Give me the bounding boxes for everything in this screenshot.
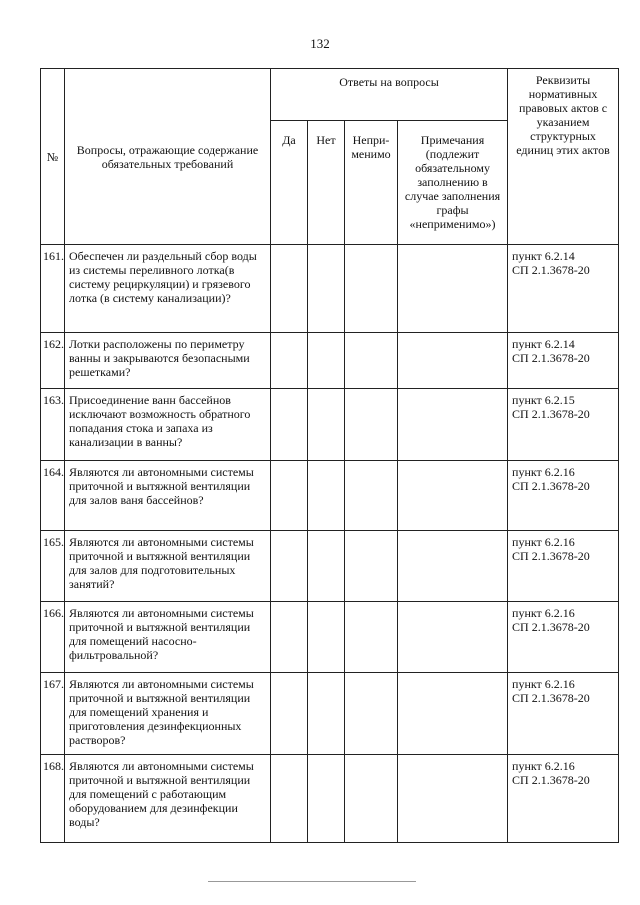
checklist-table <box>40 68 619 843</box>
header-notes: Примечания (подлежит обязательному заполнению в случае заполнения графы «неприменимо») <box>398 121 508 245</box>
requisite-document: СП 2.1.3678-20 <box>512 407 590 421</box>
requisite-clause: пункт 6.2.15 <box>512 393 575 407</box>
table-row <box>41 461 619 531</box>
requisite-clause: пункт 6.2.16 <box>512 535 575 549</box>
answer-no-cell[interactable] <box>308 673 345 755</box>
row-question: Являются ли автономными системы приточной и вытяжной вентиляции для помещений хранения и приготовления дезинфекционных растворов? <box>65 673 271 755</box>
answer-yes-cell[interactable] <box>271 673 308 755</box>
table-row <box>41 755 619 843</box>
page-number: 132 <box>310 36 330 51</box>
answer-not-applicable-cell[interactable] <box>345 755 398 843</box>
row-number: 165. <box>41 531 65 602</box>
row-requisites <box>508 461 619 531</box>
requisite-clause: пункт 6.2.14 <box>512 249 575 263</box>
table-row <box>41 531 619 602</box>
answer-not-applicable-cell[interactable] <box>345 333 398 389</box>
row-number: 163. <box>41 389 65 461</box>
row-number: 167. <box>41 673 65 755</box>
row-number: 162. <box>41 333 65 389</box>
answer-not-applicable-cell[interactable] <box>345 673 398 755</box>
requisite-document: СП 2.1.3678-20 <box>512 691 590 705</box>
answer-no-cell[interactable] <box>308 602 345 673</box>
table-row <box>41 245 619 333</box>
row-requisites <box>508 673 619 755</box>
answer-yes-cell[interactable] <box>271 389 308 461</box>
notes-cell[interactable] <box>398 245 508 333</box>
header-no: Нет <box>308 121 345 245</box>
answer-not-applicable-cell[interactable] <box>345 245 398 333</box>
header-requisites: Реквизиты нормативных правовых актов с указанием структурных единиц этих актов <box>508 69 619 245</box>
answer-yes-cell[interactable] <box>271 602 308 673</box>
row-question: Являются ли автономными системы приточной и вытяжной вентиляции для залов для подготовительных занятий? <box>65 531 271 602</box>
notes-cell[interactable] <box>398 389 508 461</box>
notes-cell[interactable] <box>398 673 508 755</box>
requisite-document: СП 2.1.3678-20 <box>512 620 590 634</box>
requisite-document: СП 2.1.3678-20 <box>512 263 590 277</box>
row-number: 168. <box>41 755 65 843</box>
row-requisites <box>508 531 619 602</box>
answer-not-applicable-cell[interactable] <box>345 389 398 461</box>
notes-cell[interactable] <box>398 602 508 673</box>
row-requisites <box>508 333 619 389</box>
table-row <box>41 389 619 461</box>
requisite-clause: пункт 6.2.16 <box>512 677 575 691</box>
answer-not-applicable-cell[interactable] <box>345 602 398 673</box>
table-row <box>41 673 619 755</box>
requisite-document: СП 2.1.3678-20 <box>512 549 590 563</box>
notes-cell[interactable] <box>398 755 508 843</box>
answer-not-applicable-cell[interactable] <box>345 461 398 531</box>
requisite-clause: пункт 6.2.14 <box>512 337 575 351</box>
requisite-clause: пункт 6.2.16 <box>512 465 575 479</box>
answer-yes-cell[interactable] <box>271 333 308 389</box>
answer-yes-cell[interactable] <box>271 245 308 333</box>
answer-no-cell[interactable] <box>308 245 345 333</box>
row-requisites <box>508 389 619 461</box>
notes-cell[interactable] <box>398 333 508 389</box>
requisite-document: СП 2.1.3678-20 <box>512 479 590 493</box>
requisite-clause: пункт 6.2.16 <box>512 759 575 773</box>
row-requisites <box>508 245 619 333</box>
row-number: 161. <box>41 245 65 333</box>
row-requisites <box>508 602 619 673</box>
answer-no-cell[interactable] <box>308 333 345 389</box>
notes-cell[interactable] <box>398 531 508 602</box>
row-question: Присоединение ванн бассейнов исключают возможность обратного попадания стока и запаха из канализации в ванны? <box>65 389 271 461</box>
row-question: Являются ли автономными системы приточной и вытяжной вентиляции для залов ваня бассейнов? <box>65 461 271 531</box>
row-question: Являются ли автономными системы приточной и вытяжной вентиляции для помещений насосно-фильтровальной? <box>65 602 271 673</box>
requisite-document: СП 2.1.3678-20 <box>512 351 590 365</box>
row-requisites <box>508 755 619 843</box>
table-row <box>41 333 619 389</box>
page-bottom-divider <box>208 881 416 882</box>
header-answers: Ответы на вопросы <box>271 69 508 121</box>
row-question: Обеспечен ли раздельный сбор воды из системы переливного лотка(в систему рециркуляции) и грязевого лотка (в систему канализации)? <box>65 245 271 333</box>
requisite-document: СП 2.1.3678-20 <box>512 773 590 787</box>
answer-yes-cell[interactable] <box>271 461 308 531</box>
answer-no-cell[interactable] <box>308 389 345 461</box>
header-yes: Да <box>271 121 308 245</box>
header-row <box>41 69 619 121</box>
header-not-applicable <box>345 121 398 245</box>
header-na-line1: Непри- <box>352 133 390 147</box>
answer-yes-cell[interactable] <box>271 531 308 602</box>
answer-yes-cell[interactable] <box>271 755 308 843</box>
row-question: Являются ли автономными системы приточной и вытяжной вентиляции для помещений с работающим оборудованием для дезинфекции воды? <box>65 755 271 843</box>
header-na-line2: менимо <box>351 147 391 161</box>
header-question: Вопросы, отражающие содержание обязательных требований <box>65 69 271 245</box>
row-number: 166. <box>41 602 65 673</box>
answer-no-cell[interactable] <box>308 461 345 531</box>
answer-not-applicable-cell[interactable] <box>345 531 398 602</box>
row-number: 164. <box>41 461 65 531</box>
row-question: Лотки расположены по периметру ванны и закрываются безопасными решетками? <box>65 333 271 389</box>
answer-no-cell[interactable] <box>308 531 345 602</box>
table-row <box>41 602 619 673</box>
notes-cell[interactable] <box>398 461 508 531</box>
header-num: № <box>41 69 65 245</box>
answer-no-cell[interactable] <box>308 755 345 843</box>
requisite-clause: пункт 6.2.16 <box>512 606 575 620</box>
